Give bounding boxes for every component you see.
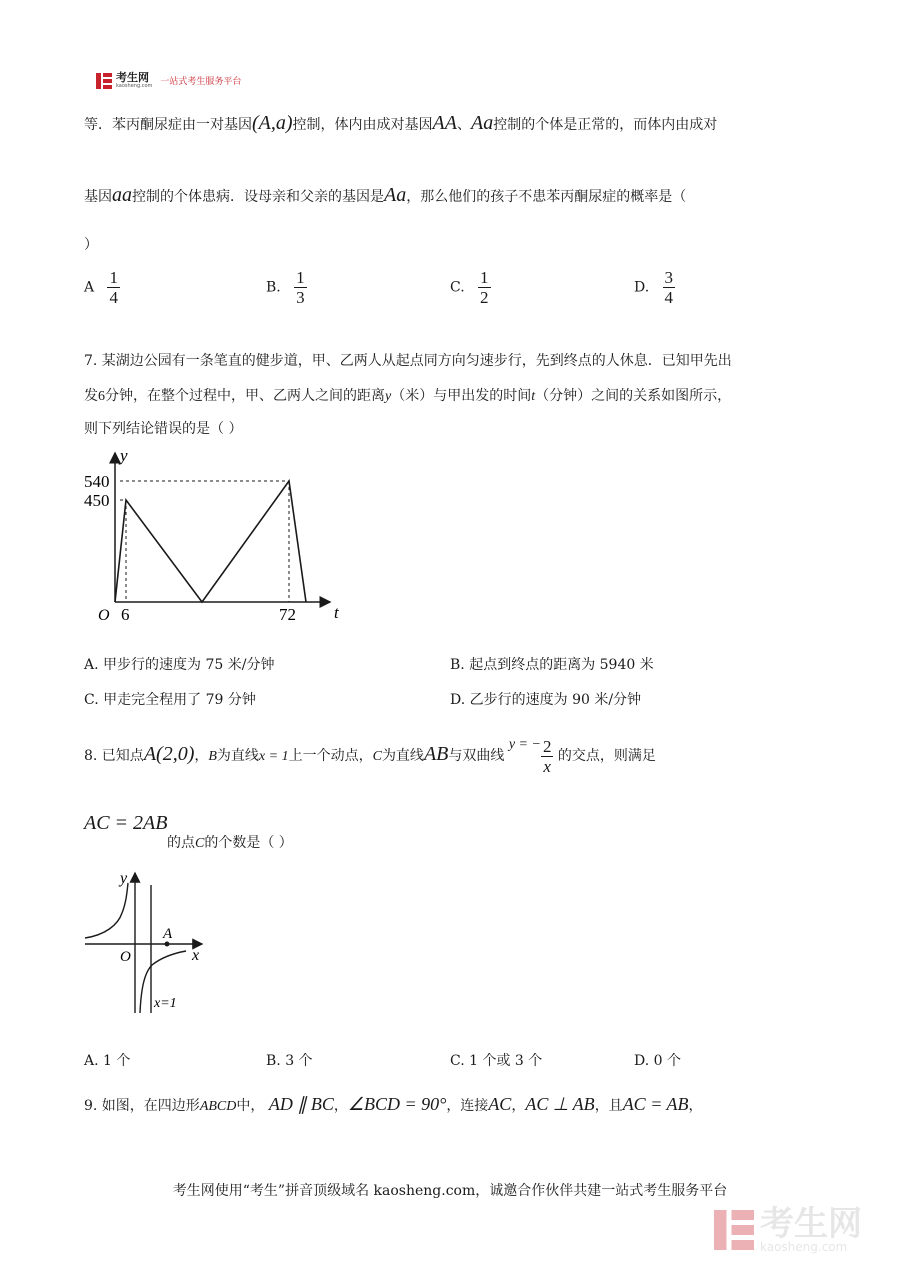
option-label: D.	[634, 279, 650, 296]
logo-text: 考生网	[116, 71, 149, 84]
q8-text: 为直线	[381, 748, 424, 764]
q8-line2	[84, 812, 168, 835]
q8-option-c: C. 1 个或 3 个	[450, 1053, 543, 1069]
line-label: x=1	[154, 996, 177, 1011]
q6-option-c	[450, 268, 491, 307]
option-fraction	[663, 268, 676, 307]
option-fraction	[294, 268, 307, 307]
q8-text: 的点	[167, 835, 195, 851]
logo-icon	[96, 73, 112, 89]
frac-num: 1	[296, 268, 305, 287]
q8-text: 为直线	[216, 748, 259, 764]
q6-option-a	[84, 268, 120, 307]
y-axis-label: y	[120, 446, 128, 465]
q8-hyp-frac	[541, 737, 554, 776]
q8-AB: AB	[423, 743, 449, 765]
q8-option-b: B. 3 个	[266, 1053, 313, 1069]
point-a-marker	[165, 942, 170, 947]
q6-AA: AA	[432, 112, 457, 134]
q9-AC: AC	[488, 1094, 512, 1114]
header-slogan: 一站式考生服务平台	[160, 77, 242, 87]
q8-hyp-lhs: y = −	[508, 737, 541, 752]
q7-line3: 则下列结论错误的是（ ）	[84, 421, 243, 437]
frac-num: 1	[480, 268, 489, 287]
y-tick-540: 540	[84, 472, 110, 491]
q6-text: 基因	[84, 189, 112, 205]
q8-text: 的交点，则满足	[557, 748, 656, 764]
q8-text: 8. 已知点	[84, 748, 144, 764]
option-label: C.	[450, 279, 465, 296]
y-axis-label: y	[120, 870, 128, 887]
q9-ABCD: ABCD	[199, 1099, 237, 1114]
distance-line	[115, 481, 306, 602]
watermark	[714, 1204, 862, 1254]
option-label: B.	[266, 279, 281, 296]
q9-line1	[84, 1094, 703, 1115]
frac-den: 2	[480, 288, 489, 307]
q7-text: （米）与甲出发的时间	[391, 388, 532, 404]
q7-option-b: B. 起点到终点的距离为 5940 米	[450, 657, 654, 673]
q6-aa: aa	[112, 184, 132, 206]
header-logo	[96, 72, 241, 89]
q9-cond2: ∠BCD = 90°	[347, 1094, 447, 1114]
q6-Aa: Aa	[470, 112, 494, 134]
q9-text: ，连接	[446, 1098, 489, 1114]
watermark-sub: kaosheng.com	[760, 1240, 848, 1254]
q9-cond3: AC ⊥ AB	[525, 1094, 595, 1114]
point-a-label: A	[163, 926, 173, 942]
frac-den: x	[543, 756, 551, 776]
q8-line-eq: x = 1	[258, 749, 289, 764]
q9-text: ，	[333, 1098, 348, 1114]
q9-text: ，且	[594, 1098, 623, 1114]
q7-graph	[80, 445, 360, 630]
q8-option-a: A. 1 个	[84, 1053, 131, 1069]
q6-text: 控制，体内由成对基因	[292, 117, 433, 133]
q6-text: 、	[456, 117, 471, 133]
q7-option-c: C. 甲走完全程用了 79 分钟	[84, 692, 256, 708]
q6-line1	[84, 112, 717, 135]
q8-graph	[80, 865, 220, 1020]
q6-gene-pair: (A,a)	[252, 112, 293, 134]
q6-Aa2: Aa	[384, 184, 407, 206]
q6-text: 控制的个体是正常的，而体内由成对	[493, 117, 718, 133]
q8-condition: AC = 2AB	[84, 812, 168, 834]
q8-option-d: D. 0 个	[634, 1053, 681, 1069]
option-fraction	[478, 268, 491, 307]
frac-num: 1	[109, 268, 118, 287]
watermark-logo-icon	[714, 1210, 754, 1250]
q7-line2	[84, 385, 731, 405]
t-axis-label: t	[334, 603, 339, 622]
q6-text: 控制的个体患病．设母亲和父亲的基因是	[132, 189, 384, 205]
hyperbola-left-branch	[85, 883, 128, 938]
q7-text: 发	[84, 388, 98, 404]
option-fraction	[107, 268, 120, 307]
x-axis-label: x	[192, 947, 200, 964]
t-tick-6: 6	[121, 605, 130, 624]
frac-num: 3	[664, 268, 674, 287]
q9-cond1: AD ∥ BC	[268, 1094, 334, 1114]
q7-y-var: y	[385, 389, 392, 404]
q8-C: C	[372, 749, 382, 764]
logo-domain: kaosheng.com	[116, 83, 153, 89]
q8-B: B	[208, 749, 217, 764]
q7-text: （分钟）之间的关系如图所示，	[535, 388, 732, 404]
q6-text: 等．苯丙酮尿症由一对基因	[84, 117, 252, 133]
q9-text: ，	[688, 1098, 703, 1114]
frac-den: 3	[296, 288, 305, 307]
q7-six: 6	[98, 389, 105, 404]
q6-line2	[84, 184, 686, 207]
page-footer: 考生网使用“考生”拼音顶级域名 kaosheng.com，诚邀合作伙伴共建一站式考生服务平台	[172, 1183, 728, 1199]
q8-text: 的个数是（ ）	[204, 835, 293, 851]
y-tick-450: 450	[84, 491, 110, 510]
q8-C2: C	[195, 836, 205, 851]
q8-line1	[84, 734, 656, 777]
q7-line1: 7. 某湖边公园有一条笔直的健步道，甲、乙两人从起点同方向匀速步行，先到终点的人休息．已知甲先出	[84, 353, 732, 369]
watermark-text: 考生网	[760, 1204, 862, 1244]
t-tick-72: 72	[279, 605, 296, 624]
q7-option-a: A. 甲步行的速度为 75 米/分钟	[84, 657, 275, 673]
origin-label: O	[120, 949, 131, 965]
q8-text: 上一个动点，	[288, 748, 373, 764]
frac-den: 4	[664, 288, 674, 307]
q8-text: ，	[194, 748, 209, 764]
q7-text: 分钟，在整个过程中，甲、乙两人之间的距离	[105, 388, 385, 404]
q8-point-a: A(2,0)	[143, 743, 195, 765]
frac-den: 4	[109, 288, 118, 307]
q9-text: ，	[511, 1098, 526, 1114]
q8-line2b	[167, 832, 293, 852]
q6-line3: ）	[84, 237, 98, 253]
q9-text: 中，	[236, 1098, 265, 1114]
q7-option-d: D. 乙步行的速度为 90 米/分钟	[450, 692, 642, 708]
q6-option-b	[266, 268, 307, 307]
q8-text: 与双曲线	[448, 748, 505, 764]
option-label: A	[84, 279, 95, 296]
frac-num: 2	[542, 736, 552, 756]
origin-label: O	[98, 607, 110, 624]
q9-text: 9. 如图，在四边形	[84, 1098, 200, 1114]
q6-option-d	[634, 268, 675, 307]
q6-text: ，那么他们的孩子不患苯丙酮尿症的概率是（	[406, 189, 687, 205]
q9-cond4: AC = AB	[622, 1094, 689, 1114]
q7-t-var: t	[531, 389, 536, 404]
